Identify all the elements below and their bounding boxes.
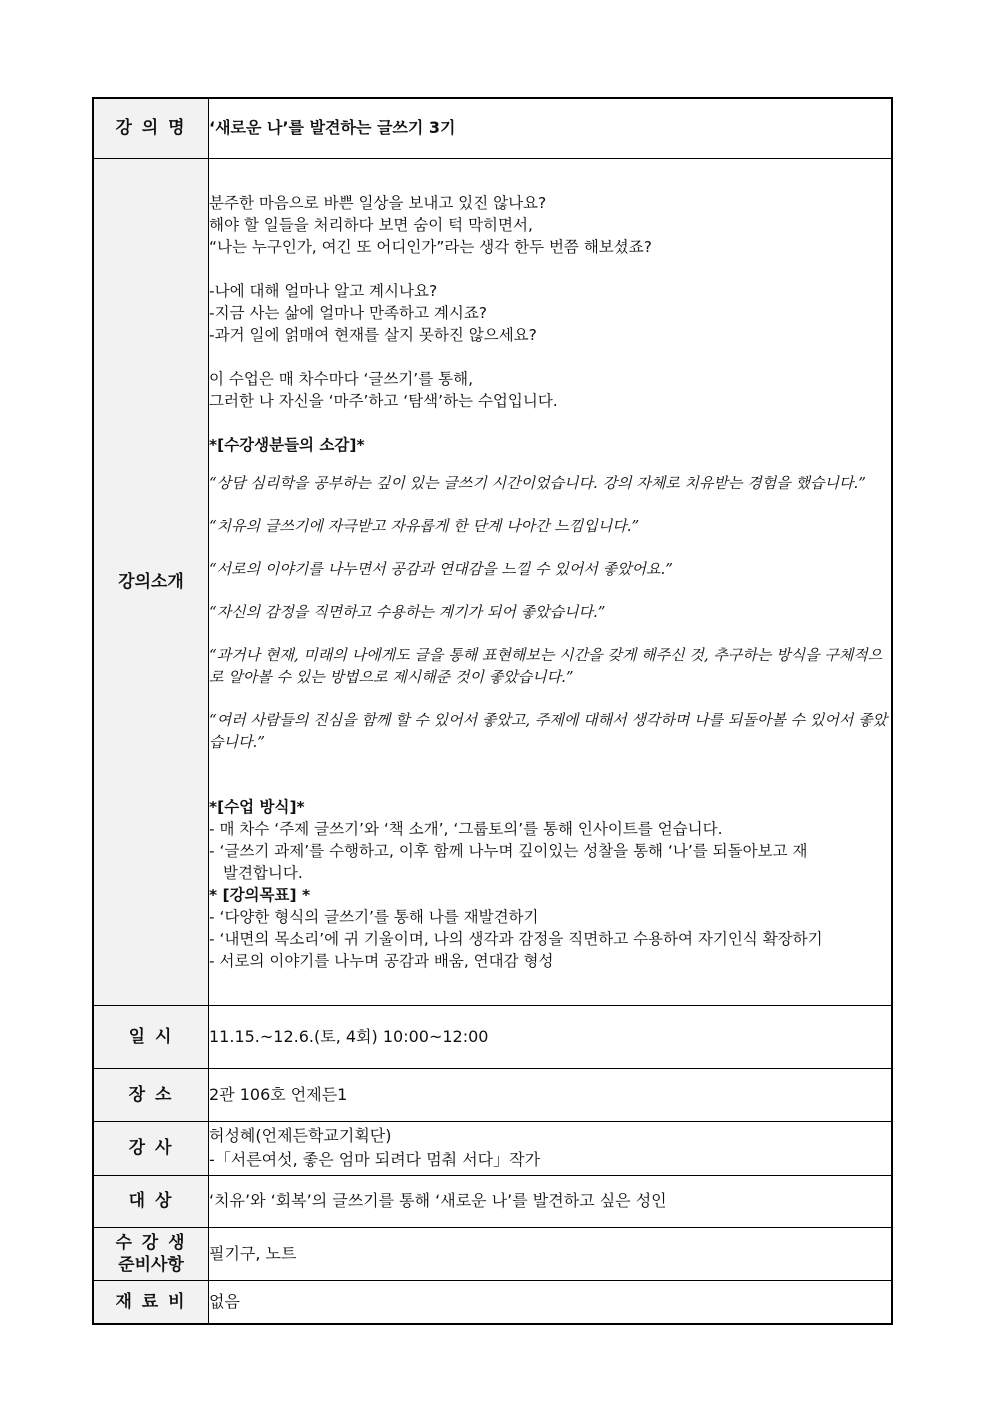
prep-label <box>93 1227 209 1280</box>
prep-label-line1: 수 강 생 <box>115 1232 187 1253</box>
row-place <box>93 1068 892 1121</box>
row-target <box>93 1175 892 1227</box>
goal-item: - 서로의 이야기를 나누며 공감과 배움, 연대감 형성 <box>209 951 554 970</box>
goal-item: - ‘다양한 형식의 글쓰기’를 통해 나를 재발견하기 <box>209 907 539 926</box>
text-line: 이 수업은 매 차수마다 ‘글쓰기’를 통해, <box>209 369 474 388</box>
row-course-name <box>93 98 892 158</box>
method-item: - 매 차수 ‘주제 글쓰기’와 ‘책 소개’, ‘그룹토의’를 통해 인사이트를 얻습니다. <box>209 819 723 838</box>
intro-content <box>209 158 893 1005</box>
target-value: ‘치유’와 ‘회복’의 글쓰기를 통해 ‘새로운 나’를 발견하고 싶은 성인 <box>209 1175 893 1227</box>
date-label: 일 시 <box>93 1005 209 1068</box>
place-label: 장 소 <box>93 1068 209 1121</box>
row-date <box>93 1005 892 1068</box>
intro-paragraph-2 <box>209 280 891 346</box>
review-quote: “자신의 감정을 직면하고 수용하는 계기가 되어 좋았습니다.” <box>209 602 606 621</box>
target-label: 대 상 <box>93 1175 209 1227</box>
prep-value: 필기구, 노트 <box>209 1227 893 1280</box>
intro-label: 강의소개 <box>93 158 209 1005</box>
row-prep <box>93 1227 892 1280</box>
row-intro <box>93 158 892 1005</box>
course-info-table <box>92 97 893 1325</box>
place-value: 2관 106호 언제든1 <box>209 1068 893 1121</box>
text-line: -과거 일에 얽매여 현재를 살지 못하진 않으세요? <box>209 325 537 344</box>
review-quote: “과거나 현재, 미래의 나에게도 글을 통해 표현해보는 시간을 갖게 해주신 것, 추구하는 방식을 구체적으로 알아볼 수 있는 방법으로 제시해준 것이 좋았습니다.” <box>209 645 883 686</box>
text-line: -지금 사는 삶에 얼마나 만족하고 계시죠? <box>209 303 488 322</box>
instructor-book: -「서른여섯, 좋은 엄마 되려다 멈춰 서다」작가 <box>209 1150 541 1169</box>
instructor-name: 허성혜(언제든학교기획단) <box>209 1126 392 1145</box>
goal-heading: * [강의목표] * <box>209 885 311 904</box>
goal-item: - ‘내면의 목소리’에 귀 기울이며, 나의 생각과 감정을 직면하고 수용하여 자기인식 확장하기 <box>209 929 823 948</box>
reviews-heading: *[수강생분들의 소감]* <box>209 435 365 454</box>
course-name-label: 강 의 명 <box>93 98 209 158</box>
review-quote: “상담 심리학을 공부하는 깊이 있는 글쓰기 시간이었습니다. 강의 자체로 치유받는 경험을 했습니다.” <box>209 473 866 492</box>
review-quote: “여러 사람들의 진심을 함께 할 수 있어서 좋았고, 주제에 대해서 생각하며 나를 되돌아볼 수 있어서 좋았습니다.” <box>209 710 888 751</box>
text-line: “나는 누구인가, 여긴 또 어디인가”라는 생각 한두 번쯤 해보셨죠? <box>209 237 652 256</box>
intro-paragraph-1 <box>209 192 891 258</box>
method-heading: *[수업 방식]* <box>209 797 305 816</box>
instructor-value <box>209 1121 893 1175</box>
course-name-value: ‘새로운 나’를 발견하는 글쓰기 3기 <box>209 98 893 158</box>
text-line: 그러한 나 자신을 ‘마주’하고 ‘탐색’하는 수업입니다. <box>209 391 558 410</box>
row-instructor <box>93 1121 892 1175</box>
intro-paragraph-3 <box>209 368 891 412</box>
review-quote: “치유의 글쓰기에 자극받고 자유롭게 한 단계 나아간 느낌입니다.” <box>209 516 640 535</box>
date-value: 11.15.~12.6.(토, 4회) 10:00~12:00 <box>209 1005 893 1068</box>
prep-label-line2: 준비사항 <box>118 1254 184 1275</box>
instructor-label: 강 사 <box>93 1121 209 1175</box>
review-quote: “서로의 이야기를 나누면서 공감과 연대감을 느낄 수 있어서 좋았어요.” <box>209 559 673 578</box>
method-item: - ‘글쓰기 과제’를 수행하고, 이후 함께 나누며 깊이있는 성찰을 통해 ‘나’를 되돌아보고 재발견합니다. <box>209 841 808 882</box>
fee-value: 없음 <box>209 1280 893 1324</box>
text-line: 분주한 마음으로 바쁜 일상을 보내고 있진 않나요? <box>209 193 547 212</box>
text-line: -나에 대해 얼마나 알고 계시나요? <box>209 281 438 300</box>
fee-label: 재 료 비 <box>93 1280 209 1324</box>
row-fee <box>93 1280 892 1324</box>
text-line: 해야 할 일들을 처리하다 보면 숨이 턱 막히면서, <box>209 215 533 234</box>
